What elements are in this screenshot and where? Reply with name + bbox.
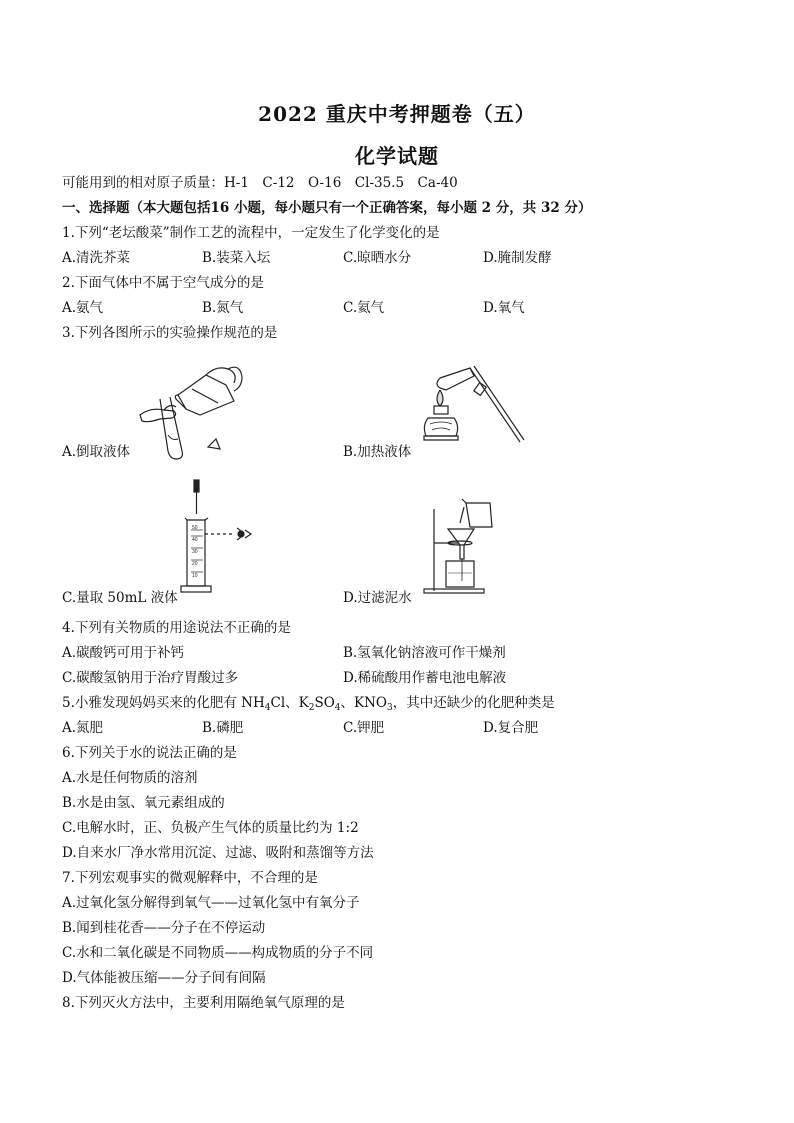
q7-option-c: C.水和二氧化碳是不同物质——构成物质的分子不同 [62, 945, 374, 961]
cylinder-mark-20: 20 [192, 561, 198, 567]
q4-option-b: B.氢氧化钠溶液可作干燥剂 [343, 645, 506, 661]
q4-option-c: C.碳酸氢钠用于治疗胃酸过多 [62, 670, 239, 686]
pouring-liquid-illustration [130, 355, 250, 455]
section-heading: 一、选择题（本大题包括16 小题，每小题只有一个正确答案，每小题 2 分，共 32 分） [62, 200, 592, 216]
question-7-stem: 7.下列宏观事实的微观解释中，不合理的是 [62, 870, 318, 886]
question-4-stem: 4.下列有关物质的用途说法不正确的是 [62, 620, 291, 636]
cylinder-mark-40: 40 [192, 537, 198, 543]
page-title: 2022 重庆中考押题卷（五） [258, 102, 536, 126]
q2-option-c: C.氦气 [343, 300, 385, 316]
question-3-stem: 3.下列各图所示的实验操作规范的是 [62, 325, 278, 341]
question-1-stem: 1.下列“老坛酸菜”制作工艺的流程中，一定发生了化学变化的是 [62, 225, 440, 241]
question-5-stem: 5.小雅发现妈妈买来的化肥有 $NH_4Cl$、$K_2SO_4$、$KNO_3$，其中还缺少的化肥种类是 [62, 695, 555, 713]
q1-option-d: D.腌制发酵 [483, 250, 552, 266]
q2-option-a: A.氨气 [62, 300, 104, 316]
q4-option-a: A.碳酸钙可用于补钙 [62, 645, 185, 661]
q3-option-a: A.倒取液体 [62, 444, 131, 460]
q7-option-a: A.过氧化氢分解得到氧气——过氧化氢中有氧分子 [62, 895, 360, 911]
question-6-stem: 6.下列关于水的说法正确的是 [62, 745, 237, 761]
q6-option-a: A.水是任何物质的溶剂 [62, 770, 198, 786]
filtration-illustration [418, 495, 518, 595]
cylinder-mark-10: 10 [192, 573, 198, 579]
q1-option-c: C.晾晒水分 [343, 250, 412, 266]
q2-option-b: B.氮气 [202, 300, 244, 316]
q7-option-b: B.闻到桂花香——分子在不停运动 [62, 920, 266, 936]
q5-option-d: D.复合肥 [483, 720, 539, 736]
q1-option-a: A.清洗芥菜 [62, 250, 131, 266]
q3-option-b: B.加热液体 [343, 444, 412, 460]
heating-liquid-illustration [410, 360, 530, 460]
q5-option-c: C.钾肥 [343, 720, 385, 736]
q2-option-d: D.氧气 [483, 300, 525, 316]
question-2-stem: 2.下面气体中不属于空气成分的是 [62, 275, 264, 291]
cylinder-mark-50: 50 [192, 525, 198, 531]
page-subtitle: 化学试题 [355, 144, 439, 168]
q3-option-d: D.过滤泥水 [343, 590, 412, 606]
q5-option-b: B.磷肥 [202, 720, 244, 736]
atomic-masses-note: 可能用到的相对原子质量：H-1 C-12 O-16 Cl-35.5 Ca-40 [62, 175, 458, 191]
q6-option-d: D.自来水厂净水常用沉淀、过滤、吸附和蒸馏等方法 [62, 845, 374, 861]
graduated-cylinder-illustration [175, 478, 265, 603]
question-8-stem: 8.下列灭火方法中，主要利用隔绝氧气原理的是 [62, 995, 345, 1011]
q3-option-c: C.量取 50mL 液体 [62, 590, 178, 606]
q7-option-d: D.气体能被压缩——分子间有间隔 [62, 970, 266, 986]
q6-option-b: B.水是由氢、氧元素组成的 [62, 795, 225, 811]
q5-option-a: A.氮肥 [62, 720, 104, 736]
q1-option-b: B.装菜入坛 [202, 250, 271, 266]
q6-option-c: C.电解水时，正、负极产生气体的质量比约为 1:2 [62, 820, 359, 836]
q4-option-d: D.稀硫酸用作蓄电池电解液 [343, 670, 507, 686]
cylinder-mark-30: 30 [192, 549, 198, 555]
